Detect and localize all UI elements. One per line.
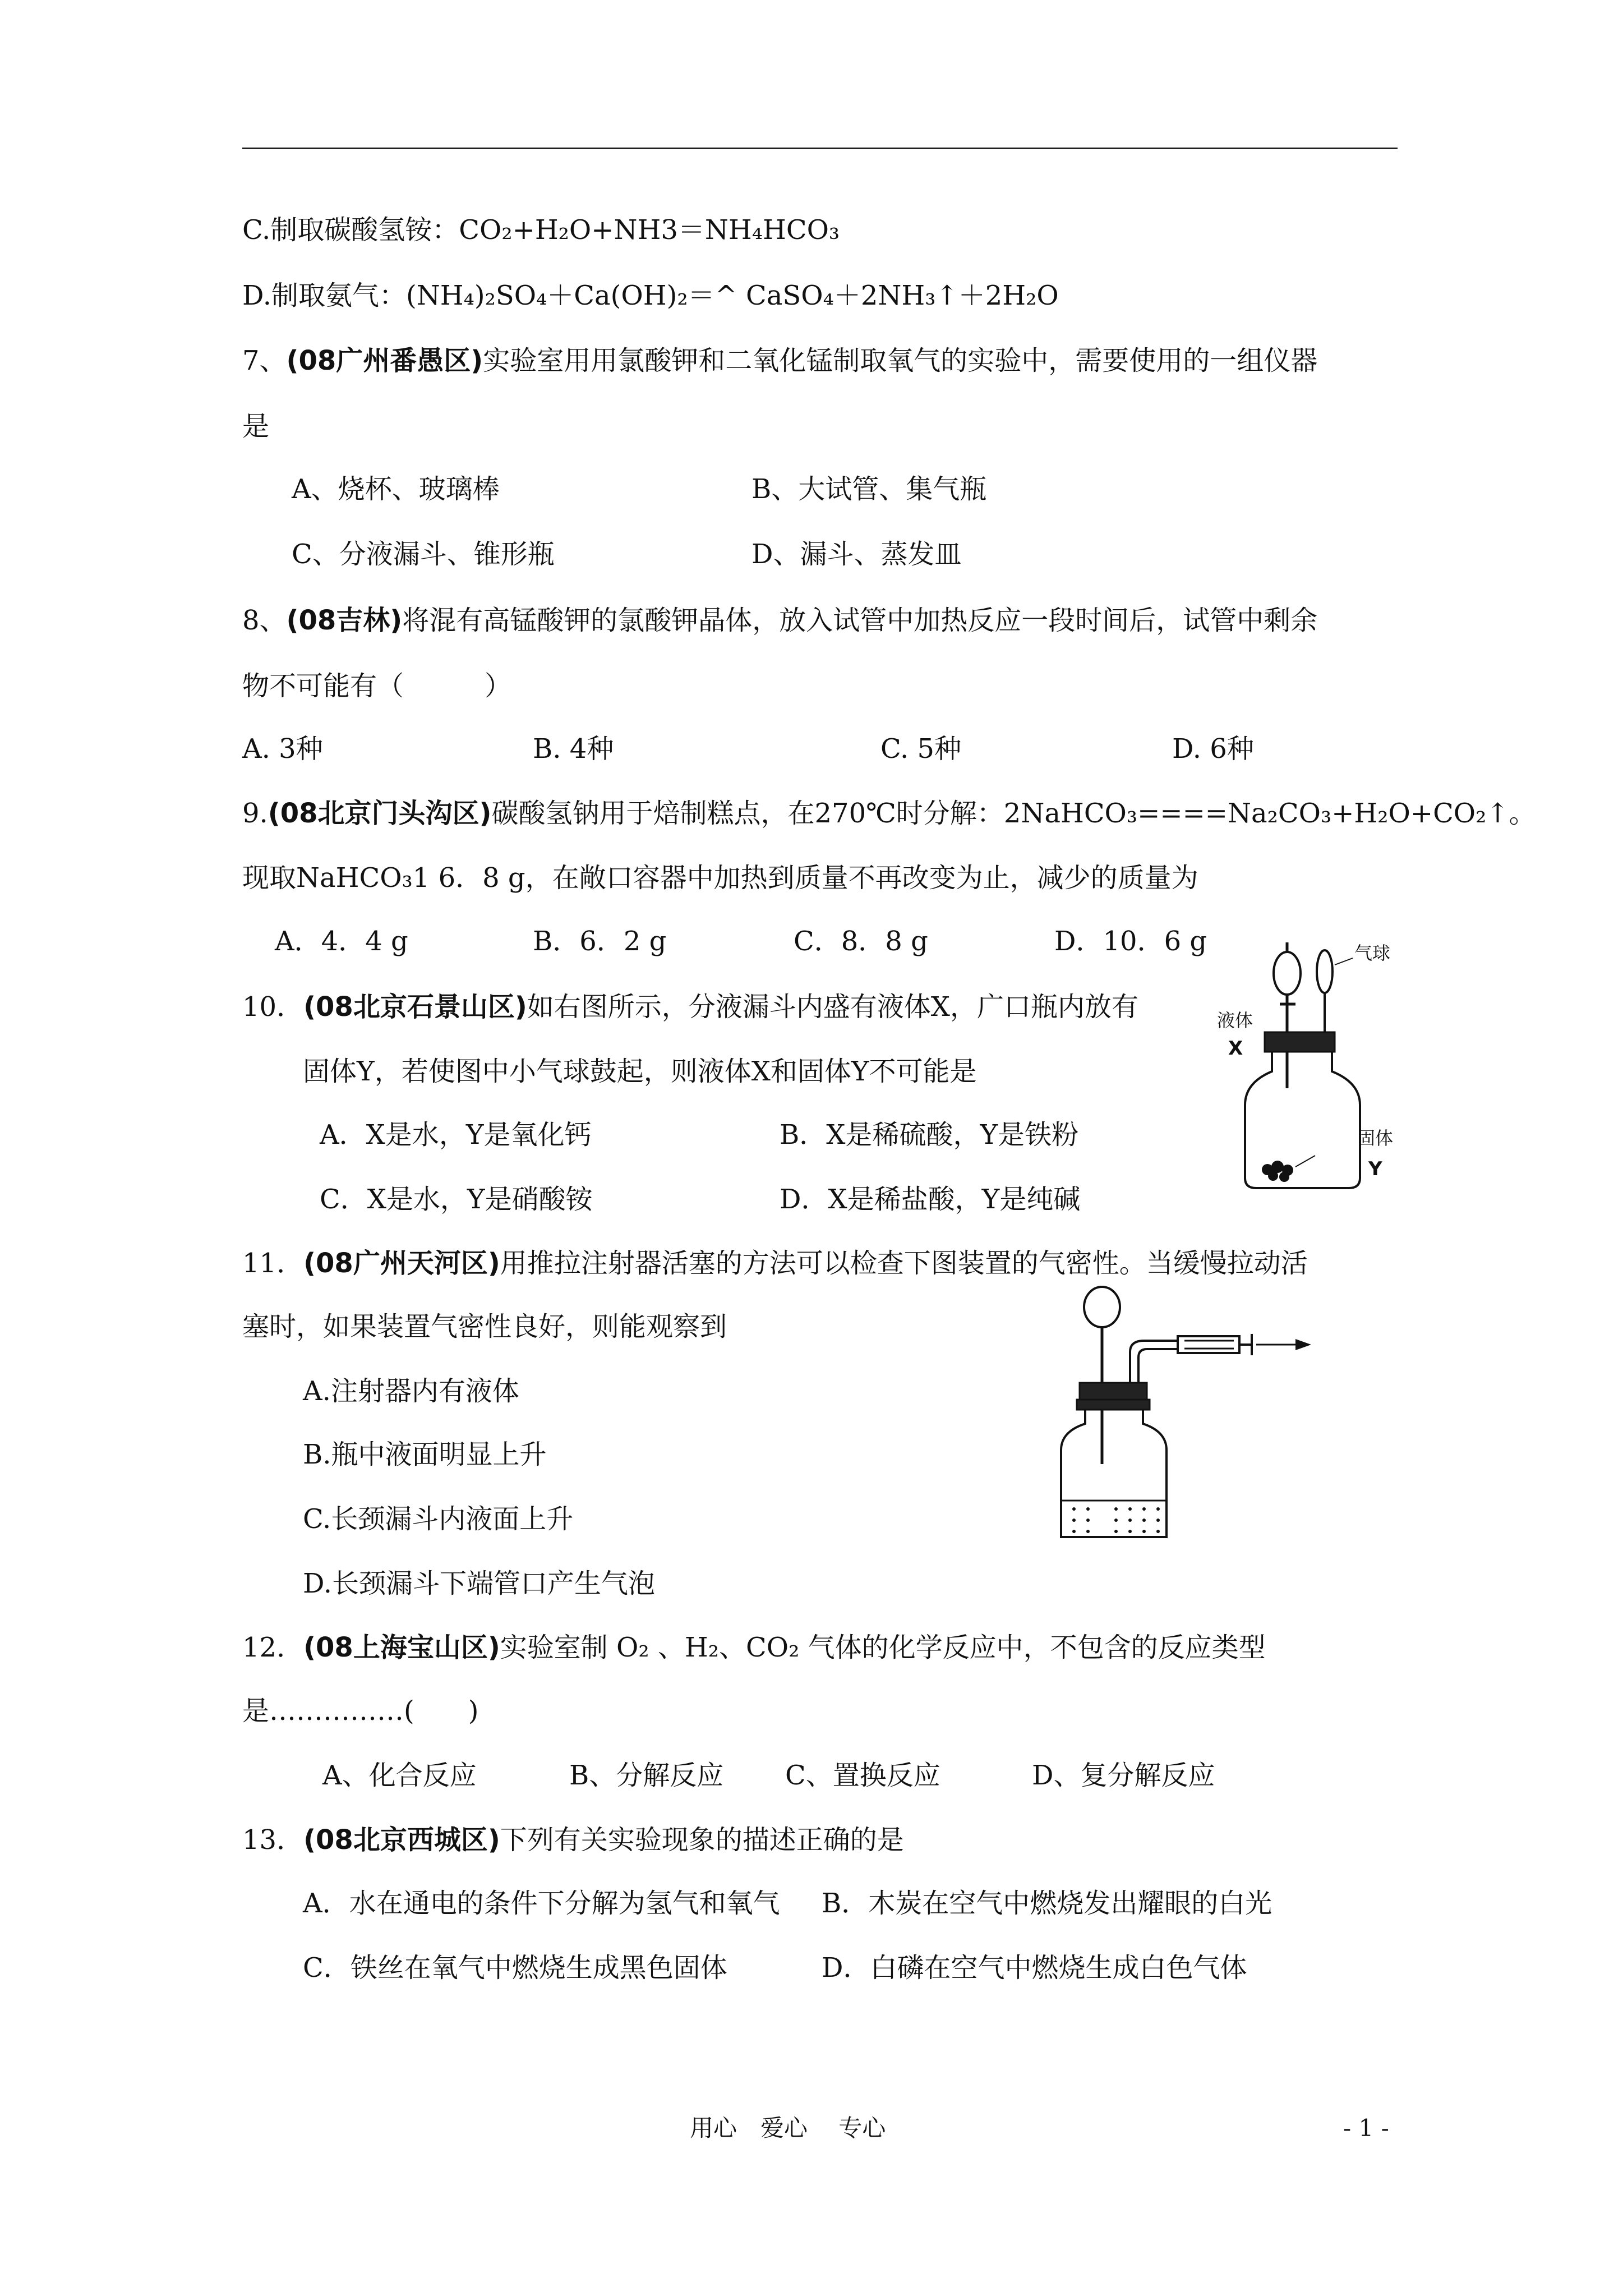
q9-option-c: C．8．8 g — [794, 926, 928, 957]
q11-apparatus-figure — [1054, 1285, 1324, 1543]
question-source: (08北京西城区) — [303, 1824, 500, 1856]
option-d-line: D.制取氨气：(NH₄)₂SO₄＋Ca(OH)₂＝^ CaSO₄＋2NH₃↑＋2H₂O — [242, 280, 1059, 311]
question-text: 将混有高锰酸钾的氯酸钾晶体，放入试管中加热反应一段时间后，试管中剩余 — [402, 605, 1318, 636]
question-source: (08北京门头沟区) — [268, 798, 492, 829]
fig-label-x: X — [1228, 1037, 1243, 1060]
question-text: 实验室制 O₂ 、H₂、CO₂ 气体的化学反应中，不包含的反应类型 — [500, 1632, 1266, 1663]
q10-option-b: B．X是稀硫酸，Y是铁粉 — [780, 1119, 1079, 1151]
question-8 — [242, 604, 1317, 637]
q11-option-b: B.瓶中液面明显上升 — [303, 1439, 547, 1470]
question-number: 10． — [242, 991, 304, 1023]
question-8-cont: 物不可能有（ ） — [242, 670, 512, 702]
question-source: (08北京石景山区) — [303, 991, 527, 1023]
question-text: 碳酸氢钠用于焙制糕点，在270℃时分解：2NaHCO₃====Na₂CO₃+H₂O+CO₂↑。 — [491, 798, 1536, 829]
question-number: 11． — [242, 1248, 304, 1279]
question-12-cont: 是……………( ) — [242, 1695, 479, 1727]
question-number: 9. — [242, 798, 268, 829]
q8-option-b: B. 4种 — [533, 733, 614, 765]
question-10-cont: 固体Y，若使图中小气球鼓起，则液体X和固体Y不可能是 — [303, 1056, 977, 1087]
question-10 — [242, 990, 1138, 1024]
question-7 — [242, 344, 1317, 378]
q9-option-a: A．4．4 g — [275, 926, 408, 957]
question-7-cont: 是 — [242, 411, 270, 442]
q12-option-a: A、化合反应 — [322, 1760, 477, 1791]
question-source: (08广州天河区) — [303, 1248, 500, 1279]
question-source: (08上海宝山区) — [303, 1632, 500, 1663]
question-11 — [242, 1246, 1308, 1280]
question-12 — [242, 1631, 1266, 1664]
q9-option-b: B．6．2 g — [533, 926, 667, 957]
page-number: - 1 - — [1343, 2114, 1389, 2142]
q8-option-a: A. 3种 — [242, 733, 323, 765]
q12-option-b: B、分解反应 — [569, 1760, 724, 1791]
fig-label-balloon: 气球 — [1354, 942, 1391, 964]
question-text: 如右图所示，分液漏斗内盛有液体X，广口瓶内放有 — [527, 991, 1138, 1023]
q10-apparatus-figure — [1206, 942, 1419, 1192]
question-text: 用推拉注射器活塞的方法可以检查下图装置的气密性。当缓慢拉动活 — [500, 1248, 1308, 1279]
q12-option-c: C、置换反应 — [785, 1760, 940, 1791]
question-text: 实验室用用氯酸钾和二氧化锰制取氧气的实验中，需要使用的一组仪器 — [483, 345, 1318, 376]
q8-option-c: C. 5种 — [880, 733, 962, 765]
q7-option-c: C、分液漏斗、锥形瓶 — [292, 539, 555, 570]
q13-option-d: D．白磷在空气中燃烧生成白色气体 — [822, 1952, 1247, 1984]
option-c-line: C.制取碳酸氢铵：CO₂+H₂O+NH3＝NH₄HCO₃ — [242, 214, 840, 246]
question-number: 7、 — [242, 345, 287, 376]
fig-label-liquid: 液体 — [1217, 1010, 1253, 1031]
question-11-cont: 塞时，如果装置气密性良好，则能观察到 — [242, 1311, 727, 1342]
q11-option-a: A.注射器内有液体 — [303, 1375, 519, 1407]
q10-option-c: C．X是水，Y是硝酸铵 — [320, 1184, 593, 1215]
question-number: 8、 — [242, 605, 287, 636]
question-source: (08广州番愚区) — [286, 345, 483, 376]
footer-motto: 用心 爱心 专心 — [690, 2114, 886, 2142]
q9-option-d: D．10．6 g — [1054, 926, 1207, 957]
q8-option-d: D. 6种 — [1172, 733, 1254, 765]
q12-option-d: D、复分解反应 — [1032, 1760, 1215, 1791]
q7-option-a: A、烧杯、玻璃棒 — [292, 473, 500, 505]
q13-option-c: C．铁丝在氧气中燃烧生成黑色固体 — [303, 1952, 727, 1984]
fig-label-solid: 固体 — [1357, 1128, 1394, 1149]
q11-option-c: C.长颈漏斗内液面上升 — [303, 1503, 574, 1535]
q13-option-b: B．木炭在空气中燃烧发出耀眼的白光 — [822, 1888, 1272, 1919]
question-9 — [242, 797, 1536, 830]
question-text: 下列有关实验现象的描述正确的是 — [500, 1824, 904, 1856]
question-source: (08吉林) — [286, 605, 403, 636]
q7-option-d: D、漏斗、蒸发皿 — [751, 539, 962, 570]
question-13 — [242, 1823, 904, 1857]
q10-option-a: A．X是水，Y是氧化钙 — [320, 1119, 592, 1151]
q10-option-d: D．X是稀盐酸，Y是纯碱 — [780, 1184, 1081, 1215]
question-number: 13． — [242, 1824, 304, 1856]
fig-label-y: Y — [1368, 1158, 1382, 1180]
header-rule — [242, 148, 1398, 149]
q11-option-d: D.长颈漏斗下端管口产生气泡 — [303, 1568, 656, 1599]
q7-option-b: B、大试管、集气瓶 — [751, 473, 987, 505]
q13-option-a: A．水在通电的条件下分解为氢气和氧气 — [303, 1888, 780, 1919]
question-9-cont: 现取NaHCO₃1 6．8 g，在敞口容器中加热到质量不再改变为止，减少的质量为 — [242, 862, 1198, 894]
question-number: 12． — [242, 1632, 304, 1663]
